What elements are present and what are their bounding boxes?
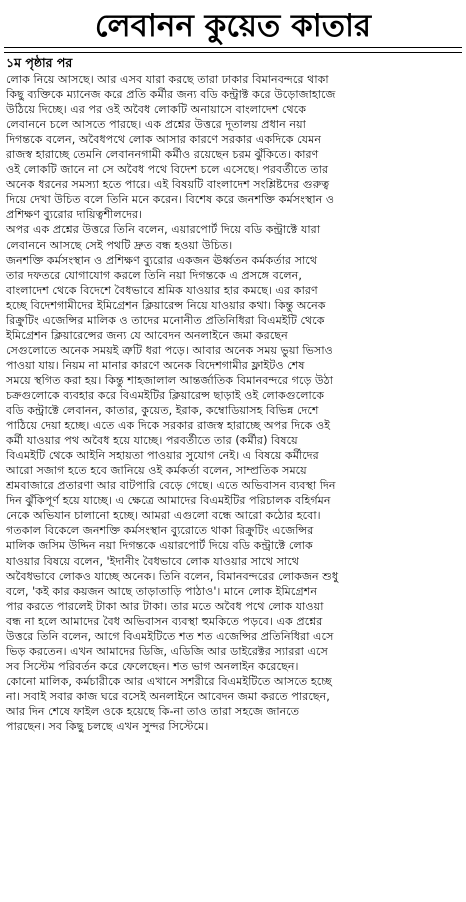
body-line: কিছু ব্যক্তিকে ম্যানেজ করে প্রতি কর্মীর জন্য বডি কন্ট্রাক্ট করে উড়োজাহাজে	[6, 88, 336, 102]
body-line: হচ্ছে বিদেশগামীদের ইমিগ্রেশন ক্লিয়ারেন্স নিয়ে যাওয়ার কথা। কিন্তু অনেক	[6, 298, 326, 312]
body-line: মালিক জসিম উদ্দিন নয়া দিগন্তকে এয়ারপোর্ট দিয়ে বডি কন্ট্রাক্টে লোক	[6, 539, 313, 553]
body-line: ভিড় করতেন। এখন আমাদের ডিজি, এডিজি আর ডাইরেক্টর স্যাররা এসে	[6, 644, 328, 658]
headline-subrule	[4, 52, 462, 53]
body-line: লেবাননে আসছে সেই পথটি দ্রুত বন্ধ হওয়া উচিত।	[6, 238, 233, 252]
body-line: বন্ধ না হলে আমাদের বৈধ অভিবাসন ব্যবস্থা হুমকিতে পড়বে। এক প্রশ্নের	[6, 614, 323, 628]
body-line: গতকাল বিকেলে জনশক্তি কর্মসংস্থান ব্যুরোতে থাকা রিক্রুটিং এজেন্সির	[6, 524, 314, 538]
body-line: বাংলাদেশ থেকে বিদেশে বৈধভাবে শ্রমিক যাওয়ার হার কমছে। এর কারণ	[6, 283, 318, 297]
body-line: পার করতে পারলেই টাকা আর টাকা। তার মতে অবৈধ পথে লোক যাওয়া	[6, 599, 324, 613]
article-body	[6, 72, 460, 898]
body-line: লেবাননে চলে আসতে পারছে। এক প্রশ্নের উত্তরে দূতালয় প্রধান নয়া	[6, 118, 306, 132]
body-line: জনশক্তি কর্মসংস্থান ও প্রশিক্ষণ ব্যুরোর একজন ঊর্ধ্বতন কর্মকর্তার সাথে	[6, 253, 318, 267]
body-line: শ্রমবাজারে প্রতারণা আর বাটপারি বেড়ে গেছে। এতে অভিবাসন ব্যবস্থা দিন	[6, 479, 336, 493]
body-line: বলে, 'কই কার কয়জন আছে তাড়াতাড়ি পাঠাও'। মানে লোক ইমিগ্রেশন	[6, 584, 318, 598]
body-line: দিয়ে দেখা উচিত বলে তিনি মনে করেন। বিশেষ করে জনশক্তি কর্মসংস্থান ও	[6, 193, 335, 207]
headline: লেবানন কুয়েত কাতার	[94, 8, 372, 44]
body-line: ওই লোকটি জানে না সে অবৈধ পথে বিদেশ চলে এসেছে। পরবর্তীতে তার	[6, 163, 329, 177]
body-line: কোনো মালিক, কর্মচারীকে আর এখানে সশরীরে বিএমইটিতে আসতে হচ্ছে	[6, 674, 332, 688]
body-line: রিক্রুটিং এজেন্সির মালিক ও তাদের মনোনীত প্রতিনিধিরা বিএমইটি থেকে	[6, 313, 325, 327]
body-line: যাওয়ার বিষয়ে বলেন, 'ইদানীং বৈধভাবে লোক যাওয়ার সাথে সাথে	[6, 554, 299, 568]
body-line: উঠিয়ে দিচ্ছে। এর পর ওই অবৈধ লোকটি অনায়াসে বাংলাদেশ থেকে	[6, 103, 307, 117]
body-line: পাঠিয়ে দেয়া হচ্ছে। এতে এক দিকে সরকার রাজস্ব হারাচ্ছে অপর দিকে ওই	[6, 419, 331, 433]
body-line: পাওয়া যায়। নিয়ম না মানার কারণে অনেক বিদেশগামীর ফ্লাইটও শেষ	[6, 358, 305, 372]
body-line: পারছেন। সব কিছু চলছে এখন সুন্দর সিস্টেমে।	[6, 720, 209, 734]
body-line: প্রশিক্ষণ ব্যুরোর দায়িত্বশীলদের।	[6, 208, 143, 222]
headline-rule	[4, 47, 462, 48]
body-line: উত্তরে তিনি বলেন, আগে বিএমইটিতে শত শত এজেন্সির প্রতিনিধিরা এসে	[6, 629, 334, 643]
body-line: না। সবাই সবার কাজ ঘরে বসেই অনলাইনে আবেদন জমা করতে পারছেন,	[6, 689, 330, 703]
body-line: নেকে অভিযান চালানো হচ্ছে। আমরা এগুলো বন্ধে আরো কঠোর হবো।	[6, 509, 321, 523]
body-line: রাজস্ব হারাচ্ছে তেমনি লেবাননগামী কর্মীও রয়েছেন চরম ঝুঁকিতে। কারণ	[6, 148, 319, 162]
body-line: আরো সজাগ হতে হবে জানিয়ে ওই কর্মকর্তা বলেন, সাম্প্রতিক সময়ে	[6, 464, 307, 478]
body-line: দিগন্তকে বলেন, অবৈধপথে লোক আসার কারণে সরকার একদিকে যেমন	[6, 133, 322, 147]
body-line: দিন ঝুঁকিপূর্ণ হয়ে যাচ্ছে। এ ক্ষেত্রে আমাদের বিএমইটির পরিচালক বহির্গমন	[6, 494, 331, 508]
continued-from-label: ১ম পৃষ্ঠার পর	[6, 55, 73, 70]
body-line: তার দফতরে যোগাযোগ করলে তিনি নয়া দিগন্তকে এ প্রসঙ্গে বলেন,	[6, 268, 302, 282]
body-line: লোক নিয়ে আসছে। আর এসব যারা করছে তারা ঢাকার বিমানবন্দরে থাকা	[6, 73, 329, 86]
body-line: সময়ে স্থগিত করা হয়। কিন্তু শাহজালাল আন্তর্জাতিক বিমানবন্দরে গড়ে উঠা	[6, 373, 333, 387]
body-line: অপর এক প্রশ্নের উত্তরে তিনি বলেন, এয়ারপোর্ট দিয়ে বডি কন্ট্রাক্টে যারা	[6, 223, 321, 237]
body-line: সব সিস্টেম পরিবর্তন করে ফেলেছেন। শত ভাগ অনলাইন করেছেন।	[6, 659, 299, 673]
body-line: সেগুলোতে অনেক সময়ই ত্রুটি ধরা পড়ে। আবার অনেক সময় ভুয়া ভিসাও	[6, 343, 333, 357]
body-line: কর্মী যাওয়ার পথ অবৈধ হয়ে যাচ্ছে। পরবর্তীতে তার (কর্মীর) বিষয়ে	[6, 434, 298, 448]
body-line: বিএমইটি থেকে আইনি সহায়তা পাওয়ার সুযোগ নেই। এ বিষয়ে কর্মীদের	[6, 449, 319, 463]
body-line: বডি কন্ট্রাক্টে লেবানন, কাতার, কুয়েত, ইরাক, কম্বোডিয়াসহ বিভিন্ন দেশে	[6, 404, 319, 418]
body-line: অনেক ধরনের সমস্যা হতে পারে। এই বিষয়টি বাংলাদেশ সংশ্লিষ্টদের গুরুত্ব	[6, 178, 330, 192]
body-line: ইমিগ্রেশন ক্লিয়ারেন্সের জন্য যে আবেদন অনলাইনে জমা করছেন	[6, 328, 288, 342]
body-line: আর দিন শেষে ফাইল ওকে হয়েছে কি-না তাও তারা সহজে জানতে	[6, 704, 300, 718]
body-line: চক্রগুলোকে ব্যবহার করে বিএমইটির ক্লিয়ারেন্স ছাড়াই ওই লোকগুলোকে	[6, 388, 325, 402]
body-line: অবৈধভাবে লোকও যাচ্ছে অনেক। তিনি বলেন, বিমানবন্দরের লোকজন শুধু	[6, 569, 339, 583]
